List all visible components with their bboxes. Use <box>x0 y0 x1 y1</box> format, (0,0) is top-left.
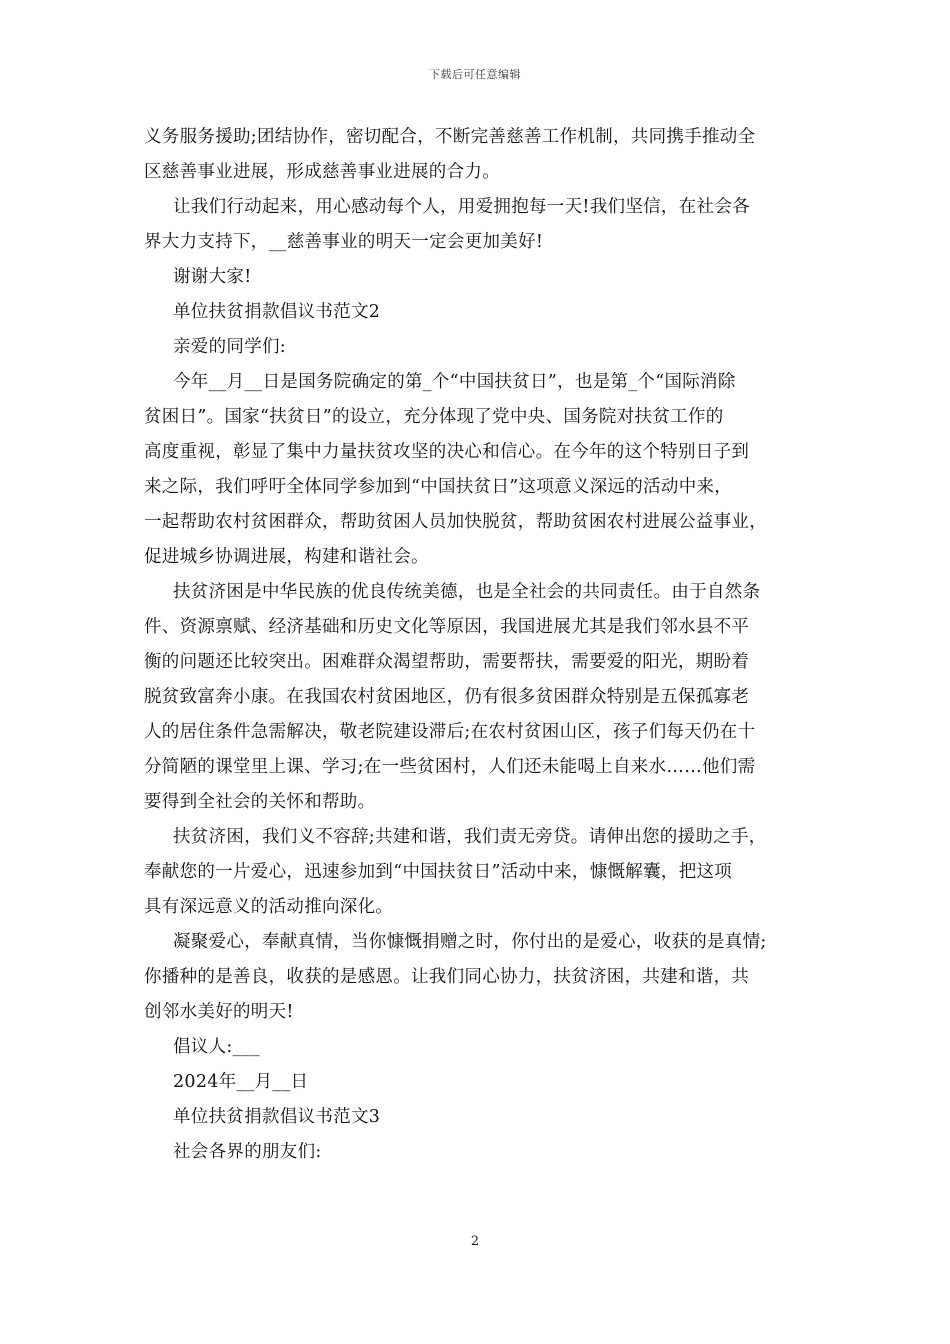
text-line: 你播种的是善良，收获的是感恩。让我们同心协力，扶贫济困，共建和谐，共 <box>144 967 750 987</box>
text-line: 亲爱的同学们: <box>173 337 286 357</box>
text-line: 高度重视，彰显了集中力量扶贫攻坚的决心和信心。在今年的这个特别日子到 <box>144 442 750 462</box>
text-line: 脱贫致富奔小康。在我国农村贫困地区，仍有很多贫困群众特别是五保孤寡老 <box>144 687 750 707</box>
text-line: 社会各界的朋友们: <box>173 1142 322 1162</box>
text-line: 单位扶贫捐款倡议书范文2 <box>173 302 381 322</box>
text-line: 一起帮助农村贫困群众，帮助贫困人员加快脱贫，帮助贫困农村进展公益事业， <box>144 512 767 532</box>
text-line: 区慈善事业进展，形成慈善事业进展的合力。 <box>144 162 500 182</box>
text-line: 奉献您的一片爱心，迅速参加到“中国扶贫日”活动中来，慷慨解囊，把这项 <box>144 862 733 882</box>
text-line: 让我们行动起来，用心感动每个人，用爱拥抱每一天!我们坚信，在社会各 <box>173 197 750 217</box>
text-line: 单位扶贫捐款倡议书范文3 <box>173 1107 381 1127</box>
text-line: 人的居住条件急需解决，敬老院建设滞后;在农村贫困山区，孩子们每天仍在十 <box>144 722 756 742</box>
text-line: 凝聚爱心，奉献真情，当你慷慨捐赠之时，你付出的是爱心，收获的是真情; <box>173 932 767 952</box>
text-line: 创邻水美好的明天! <box>144 1002 294 1022</box>
page-number: 2 <box>470 1234 480 1249</box>
text-line: 衡的问题还比较突出。困难群众渴望帮助，需要帮扶，需要爱的阳光，期盼着 <box>144 652 750 672</box>
text-line: 促进城乡协调进展，构建和谐社会。 <box>144 547 429 567</box>
text-line: 具有深远意义的活动推向深化。 <box>144 897 394 917</box>
text-line: 界大力支持下，__慈善事业的明天一定会更加美好! <box>144 232 544 252</box>
document-body <box>144 120 814 1170</box>
text-line: 扶贫济困，我们义不容辞;共建和谐，我们责无旁贷。请伸出您的援助之手， <box>173 827 767 847</box>
text-line: 要得到全社会的关怀和帮助。 <box>144 792 376 812</box>
text-line: 今年__月__日是国务院确定的第_个“中国扶贫日”，也是第_个“国际消除 <box>173 372 736 392</box>
text-line: 贫困日”。国家“扶贫日”的设立，充分体现了党中央、国务院对扶贫工作的 <box>144 407 724 427</box>
text-line: 来之际，我们呼吁全体同学参加到“中国扶贫日”这项意义深远的活动中来， <box>144 477 733 497</box>
text-line: 件、资源禀赋、经济基础和历史文化等原因，我国进展尤其是我们邻水县不平 <box>144 617 750 637</box>
text-line: 倡议人:___ <box>173 1037 260 1057</box>
text-line: 分简陋的课堂里上课、学习;在一些贫困村，人们还未能喝上自来水……他们需 <box>144 757 756 777</box>
text-line: 谢谢大家! <box>173 267 252 287</box>
text-line: 义务服务援助;团结协作，密切配合，不断完善慈善工作机制，共同携手推动全 <box>144 127 756 147</box>
text-line: 2024年__月__日 <box>173 1072 309 1092</box>
text-line: 扶贫济困是中华民族的优良传统美德，也是全社会的共同责任。由于自然条 <box>173 582 761 602</box>
header-note: 下载后可任意编辑 <box>429 68 521 81</box>
